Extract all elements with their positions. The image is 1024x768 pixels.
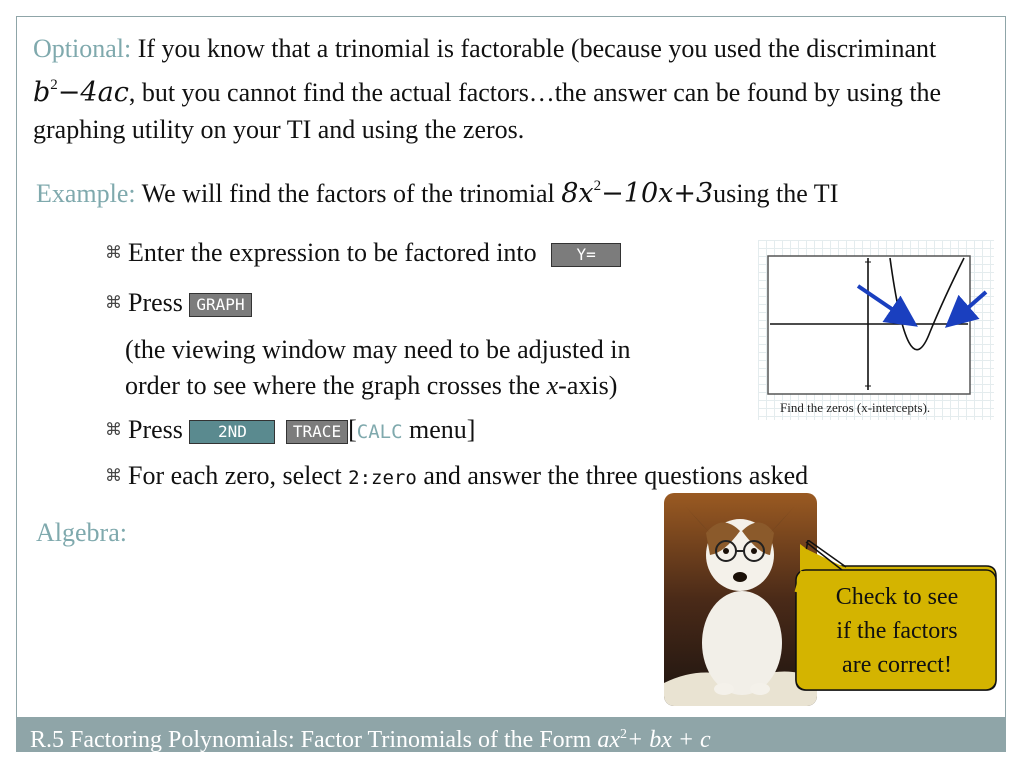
discriminant-b: b xyxy=(33,77,51,108)
example-label: Example: xyxy=(36,179,136,208)
footer-form-a: ax xyxy=(597,727,620,753)
example-exponent: 2 xyxy=(593,178,602,194)
calc-bracket: [ xyxy=(348,415,357,444)
step1-text: Enter the expression to be factored into xyxy=(128,238,537,267)
step-press-graph xyxy=(105,288,252,318)
optional-label: Optional: xyxy=(33,34,132,63)
footer-bar xyxy=(16,717,1006,752)
bullet-icon: ⌘ xyxy=(105,466,122,485)
graph-screen xyxy=(768,256,970,394)
callout-text xyxy=(796,580,998,682)
second-key: 2ND xyxy=(189,420,275,444)
note-line-1: (the viewing window may need to be adjusted in xyxy=(125,335,631,364)
bullet-icon: ⌘ xyxy=(105,420,122,439)
window-note xyxy=(125,332,630,404)
step-press-calc xyxy=(105,415,475,445)
example-coef: 8x xyxy=(561,178,594,209)
note-line-2: order to see where the graph crosses the x-axis) xyxy=(125,371,618,400)
trace-key: TRACE xyxy=(286,420,348,444)
footer-title: R.5 Factoring Polynomials: Factor Trinomials of the Form xyxy=(30,727,598,753)
callout-line-1: Check to see xyxy=(835,584,959,610)
step-select-zero xyxy=(105,461,808,491)
ti-graph-image xyxy=(758,240,994,420)
calc-menu-text: menu] xyxy=(402,415,476,444)
calc-label: CALC xyxy=(356,421,403,443)
step2-text: Press xyxy=(128,288,183,317)
example-text: We will find the factors of the trinomial xyxy=(135,179,562,208)
graph-key: GRAPH xyxy=(189,293,251,317)
y-equals-key: Y= xyxy=(551,243,621,267)
zero-option: 2:zero xyxy=(348,467,417,489)
step-enter-expression xyxy=(105,238,621,268)
callout-line-2: if the factors xyxy=(836,618,958,644)
discriminant-exponent: 2 xyxy=(50,77,58,93)
footer-form-b: + bx + c xyxy=(627,727,711,753)
example-suffix: using the TI xyxy=(713,179,839,208)
step3-text: Press xyxy=(128,415,183,444)
intro-text-1: If you know that a trinomial is factorable (because you used the discriminant xyxy=(131,34,937,63)
step4-text-a: For each zero, select xyxy=(128,461,349,490)
discriminant-rest: −4ac xyxy=(57,77,129,108)
graph-caption: Find the zeros (x-intercepts). xyxy=(780,400,931,415)
intro-text-2: , but you cannot find the actual factors…the answer can be found by using the graphing utility on your TI and using the zeros. xyxy=(33,78,942,144)
bullet-icon: ⌘ xyxy=(105,293,122,312)
graph-svg xyxy=(758,240,994,420)
callout-line-3: are correct! xyxy=(842,652,952,678)
intro-paragraph xyxy=(33,30,973,148)
bullet-icon: ⌘ xyxy=(105,243,122,262)
example-rest: −10x+3 xyxy=(601,178,714,209)
algebra-label: Algebra: xyxy=(36,518,127,547)
footer-form-exp: 2 xyxy=(620,727,627,742)
step4-text-b: and answer the three questions asked xyxy=(416,461,809,490)
example-line xyxy=(36,178,1011,209)
